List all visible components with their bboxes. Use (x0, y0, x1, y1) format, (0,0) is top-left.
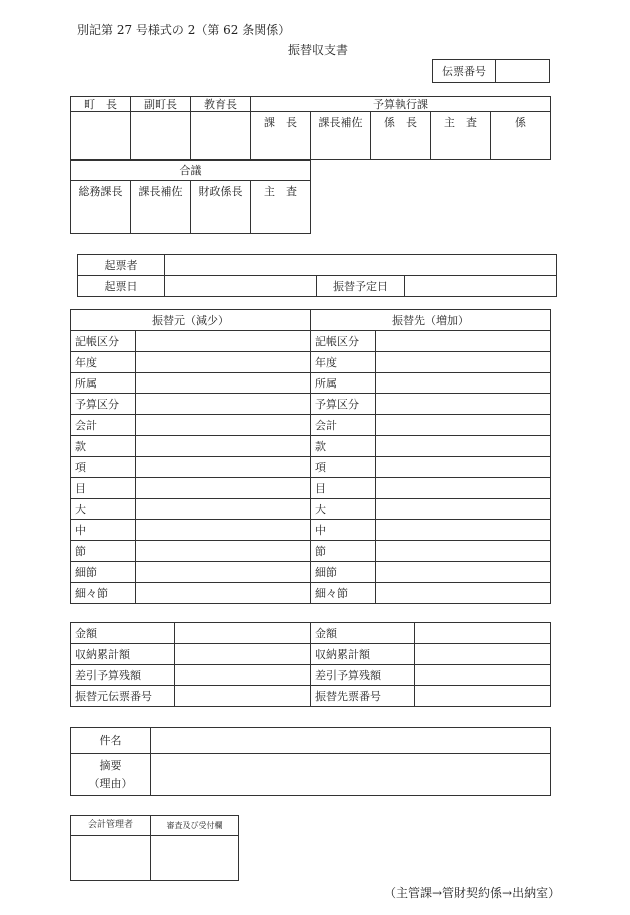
from-field-value[interactable] (136, 520, 311, 541)
from-amount-label: 差引予算残額 (71, 665, 175, 686)
from-field-label: 記帳区分 (71, 331, 136, 352)
from-amount-value[interactable] (175, 644, 311, 665)
to-field-value[interactable] (376, 352, 551, 373)
to-field-value[interactable] (376, 478, 551, 499)
to-field-label: 節 (311, 541, 376, 562)
role-unit-chief[interactable]: 係 長 (371, 112, 431, 160)
role-inspector[interactable]: 主 査 (431, 112, 491, 160)
from-field-value[interactable] (136, 478, 311, 499)
page-title: 振替収支書 (288, 43, 349, 57)
accounting-manager-label: 会計管理者 (71, 816, 151, 836)
amounts-table (70, 622, 551, 707)
drafter-field[interactable] (165, 255, 557, 276)
voucher-number-box (432, 59, 550, 83)
from-amount-value[interactable] (175, 686, 311, 707)
to-field-value[interactable] (376, 331, 551, 352)
role-deputy-mayor: 副町長 (131, 97, 191, 112)
role-staff[interactable]: 係 (491, 112, 551, 160)
form-reference: 別記第 27 号様式の 2（第 62 条関係） (77, 23, 291, 37)
drafter-label: 起票者 (78, 255, 165, 276)
routing-note: （主管課→管財契約係→出納室） (384, 886, 561, 900)
to-field-value[interactable] (376, 415, 551, 436)
from-field-value[interactable] (136, 394, 311, 415)
to-field-value[interactable] (376, 541, 551, 562)
reason-label: （理由） (88, 776, 133, 790)
to-field-value[interactable] (376, 373, 551, 394)
from-field-value[interactable] (136, 499, 311, 520)
from-field-value[interactable] (136, 352, 311, 373)
to-field-label: 年度 (311, 352, 376, 373)
to-field-label: 大 (311, 499, 376, 520)
from-field-value[interactable] (136, 541, 311, 562)
to-field-value[interactable] (376, 394, 551, 415)
from-amount-value[interactable] (175, 623, 311, 644)
drafter-table (77, 254, 557, 297)
to-field-label: 記帳区分 (311, 331, 376, 352)
council-finance-chief[interactable]: 財政係長 (191, 181, 251, 234)
voucher-number-field[interactable] (496, 60, 550, 83)
review-label: 審査及び受付欄 (151, 816, 239, 836)
council-assistant-chief[interactable]: 課長補佐 (131, 181, 191, 234)
subject-table (70, 727, 551, 796)
to-field-label: 目 (311, 478, 376, 499)
to-field-label: 項 (311, 457, 376, 478)
from-field-label: 款 (71, 436, 136, 457)
to-amount-label: 収納累計額 (311, 644, 415, 665)
to-amount-label: 振替先票番号 (311, 686, 415, 707)
from-field-label: 細々節 (71, 583, 136, 604)
to-amount-label: 差引予算残額 (311, 665, 415, 686)
stamp-education-chief[interactable] (191, 112, 251, 160)
accounting-table (70, 815, 239, 881)
review-stamp[interactable] (151, 836, 239, 881)
to-field-label: 細々節 (311, 583, 376, 604)
role-education-chief: 教育長 (191, 97, 251, 112)
from-amount-value[interactable] (175, 665, 311, 686)
role-mayor: 町 長 (71, 97, 131, 112)
planned-date-label: 振替予定日 (317, 276, 405, 297)
from-field-label: 予算区分 (71, 394, 136, 415)
from-field-label: 節 (71, 541, 136, 562)
to-field-value[interactable] (376, 436, 551, 457)
stamp-deputy-mayor[interactable] (131, 112, 191, 160)
from-field-value[interactable] (136, 331, 311, 352)
from-field-value[interactable] (136, 373, 311, 394)
summary-field[interactable] (151, 754, 551, 796)
summary-label: 摘要 (99, 758, 122, 772)
from-field-label: 年度 (71, 352, 136, 373)
to-amount-value[interactable] (415, 623, 551, 644)
from-field-label: 大 (71, 499, 136, 520)
council-table (70, 160, 311, 234)
role-section-chief[interactable]: 課 長 (251, 112, 311, 160)
council-label: 合議 (71, 161, 311, 181)
summary-label-cell (71, 754, 151, 796)
role-assistant-chief[interactable]: 課長補佐 (311, 112, 371, 160)
transfer-from-header: 振替元（減少） (71, 310, 311, 331)
to-field-value[interactable] (376, 499, 551, 520)
from-field-label: 目 (71, 478, 136, 499)
to-field-value[interactable] (376, 562, 551, 583)
to-amount-label: 金額 (311, 623, 415, 644)
stamp-mayor[interactable] (71, 112, 131, 160)
dept-label: 予算執行課 (251, 97, 551, 112)
to-field-value[interactable] (376, 583, 551, 604)
from-field-value[interactable] (136, 436, 311, 457)
from-field-value[interactable] (136, 415, 311, 436)
draft-date-label: 起票日 (78, 276, 165, 297)
subject-field[interactable] (151, 728, 551, 754)
from-amount-label: 金額 (71, 623, 175, 644)
to-amount-value[interactable] (415, 665, 551, 686)
from-field-label: 項 (71, 457, 136, 478)
to-field-value[interactable] (376, 520, 551, 541)
subject-label: 件名 (71, 728, 151, 754)
from-field-label: 会計 (71, 415, 136, 436)
draft-date-field[interactable] (165, 276, 317, 297)
to-field-label: 所属 (311, 373, 376, 394)
transfer-to-header: 振替先（増加） (311, 310, 551, 331)
from-field-label: 所属 (71, 373, 136, 394)
from-field-value[interactable] (136, 562, 311, 583)
from-field-label: 中 (71, 520, 136, 541)
approval-table (70, 96, 551, 160)
to-field-label: 会計 (311, 415, 376, 436)
to-amount-value[interactable] (415, 644, 551, 665)
voucher-number-label: 伝票番号 (433, 60, 496, 83)
to-field-label: 細節 (311, 562, 376, 583)
to-field-value[interactable] (376, 457, 551, 478)
transfer-table (70, 309, 551, 604)
from-field-value[interactable] (136, 583, 311, 604)
to-field-label: 款 (311, 436, 376, 457)
from-amount-label: 収納累計額 (71, 644, 175, 665)
from-field-label: 細節 (71, 562, 136, 583)
from-amount-label: 振替元伝票番号 (71, 686, 175, 707)
council-general-affairs[interactable]: 総務課長 (71, 181, 131, 234)
from-field-value[interactable] (136, 457, 311, 478)
to-amount-value[interactable] (415, 686, 551, 707)
to-field-label: 予算区分 (311, 394, 376, 415)
accounting-manager-stamp[interactable] (71, 836, 151, 881)
planned-date-field[interactable] (405, 276, 557, 297)
council-inspector[interactable]: 主 査 (251, 181, 311, 234)
to-field-label: 中 (311, 520, 376, 541)
